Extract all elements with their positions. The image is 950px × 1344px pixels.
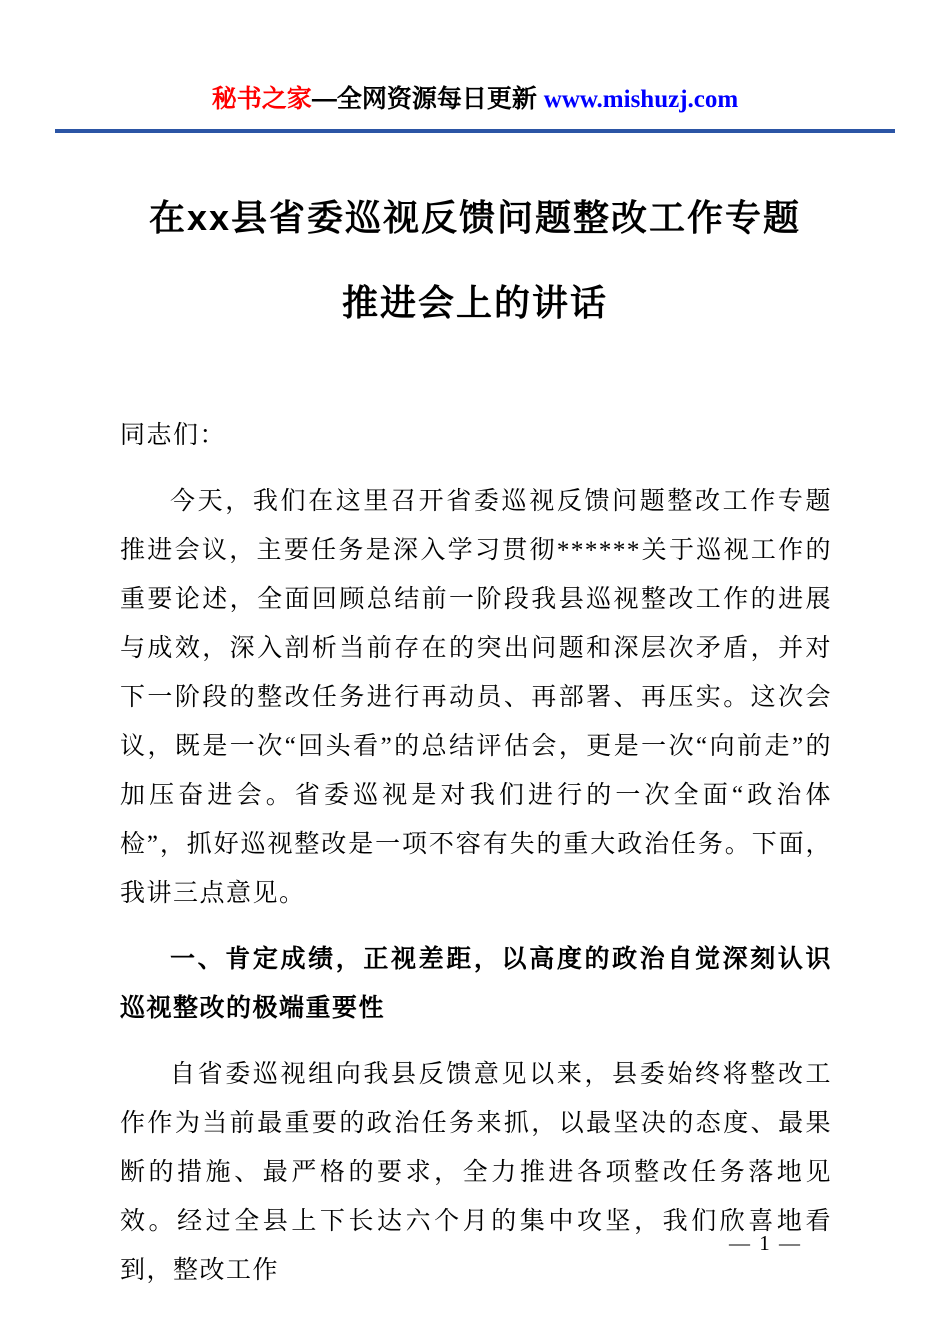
site-header [0, 0, 950, 115]
salutation: 同志们： [120, 422, 227, 449]
site-tagline: —全网资源每日更新 [311, 85, 544, 113]
document-title-line1: 在xx县省委巡视反馈问题整改工作专题 [148, 197, 802, 238]
page-footer [729, 1231, 802, 1256]
section-heading-1: 一、肯定成绩，正视差距，以高度的政治自觉深刻认识巡视整改的极端重要性 [120, 946, 832, 1022]
document-title-line2: 推进会上的讲话 [341, 282, 608, 323]
site-brand: 秘书之家 [211, 85, 312, 113]
header-divider [55, 129, 895, 133]
paragraph-1: 今天，我们在这里召开省委巡视反馈问题整改工作专题推进会议，主要任务是深入学习贯彻******关于巡视工作的重要论述，全面回顾总结前一阶段我县巡视整改工作的进展与成效，深入剖析当前存在的突出问题和深层次矛盾，并对下一阶段的整改任务进行再动员、再部署、再压实。这次会议，既是一次“回头看”的总结评估会，更是一次“向前走”的加压奋进会。省委巡视是对我们进行的一次全面“政治体检”，抓好巡视整改是一项不容有失的重大政治任务。下面，我讲三点意见。 [120, 488, 832, 907]
page-number: — 1 — [729, 1231, 802, 1255]
site-url-link[interactable]: www.mishuzj.com [543, 86, 739, 113]
document-body [120, 411, 832, 1295]
document-title [100, 175, 850, 345]
paragraph-2: 自省委巡视组向我县反馈意见以来，县委始终将整改工作作为当前最重要的政治任务来抓，以最坚决的态度、最果断的措施、最严格的要求，全力推进各项整改任务落地见效。经过全县上下长达六个月的集中攻坚，我们欣喜地看到，整改工作 [120, 1061, 832, 1284]
